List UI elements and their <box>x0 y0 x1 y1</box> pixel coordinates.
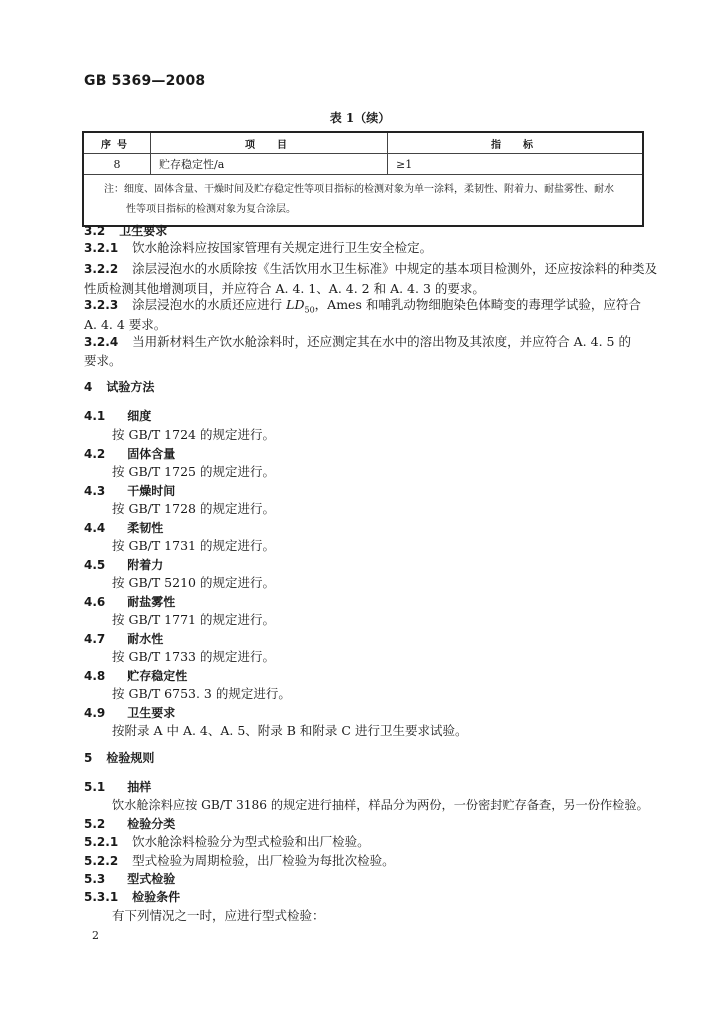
heading-title: 检验条件 <box>132 890 181 904</box>
clause-text: 当用新材料生产饮水舱涂料时，还应测定其在水中的溶出物及其浓度，并应符合 A. 4. 5 的 <box>132 334 631 349</box>
table-header-row <box>83 132 643 154</box>
clause-number: 3.2.1 <box>84 241 119 255</box>
heading-4-4 <box>84 519 649 537</box>
heading-title: 耐水性 <box>127 632 164 646</box>
clause-number: 3.2.2 <box>84 262 119 276</box>
heading-number: 5.3.1 <box>84 890 119 904</box>
col-header-value: 指 标 <box>388 132 644 154</box>
heading-title: 干燥时间 <box>127 484 176 498</box>
heading-title: 试验方法 <box>106 380 155 394</box>
clause-4-1-text: 按 GB/T 1724 的规定进行。 <box>112 427 275 442</box>
heading-title: 检验分类 <box>127 817 176 831</box>
clause-3-2-2-cont: 性质检测其他增测项目，并应符合 A. 4. 1、A. 4. 2 和 A. 4. 3 的要求。 <box>84 281 485 296</box>
clause-3-2-2 <box>84 260 658 278</box>
table-caption: 表 1（续） <box>329 111 391 125</box>
clause-5-2-1 <box>84 833 649 851</box>
heading-title: 附着力 <box>127 558 164 572</box>
clause-5-1-text: 饮水舱涂料应按 GB/T 3186 的规定进行抽样，样品分为两份，一份密封贮存备查，另一份作检验。 <box>112 798 649 812</box>
heading-4-2 <box>84 445 649 463</box>
clause-4-7-text: 按 GB/T 1733 的规定进行。 <box>112 649 275 664</box>
heading-number: 4.7 <box>84 632 106 646</box>
table-note-row <box>83 175 643 227</box>
clause-3-2-3-cont: A. 4. 4 要求。 <box>84 317 167 332</box>
heading-number: 5 <box>84 751 93 765</box>
clause-text: 型式检验为周期检验，出厂检验为每批次检验。 <box>132 853 395 868</box>
clause-text: 涂层浸泡水的水质除按《生活饮用水卫生标准》中规定的基本项目检测外，还应按涂料的种类及 <box>132 261 658 276</box>
heading-4-7 <box>84 630 649 648</box>
heading-4-9 <box>84 704 649 722</box>
heading-title: 耐盐雾性 <box>127 595 176 609</box>
table-note <box>83 175 643 227</box>
clause-3-2-1 <box>84 239 649 257</box>
clause-number: 3.2.3 <box>84 298 119 312</box>
clause-5-2-2 <box>84 852 649 870</box>
page-number: 2 <box>92 929 99 942</box>
clause-4-5-text: 按 GB/T 5210 的规定进行。 <box>112 575 275 590</box>
heading-4-8 <box>84 667 649 685</box>
heading-number: 5.2 <box>84 817 106 831</box>
heading-number: 4.2 <box>84 447 106 461</box>
clause-3-2-4 <box>84 333 649 351</box>
clause-number: 3.2.4 <box>84 335 119 349</box>
heading-5-3-1 <box>84 888 649 906</box>
heading-title: 柔韧性 <box>127 521 164 535</box>
heading-title: 型式检验 <box>127 872 176 886</box>
heading-3-2 <box>84 222 649 240</box>
row-value: ≥1 <box>388 154 644 175</box>
heading-title: 固体含量 <box>127 447 176 461</box>
clause-number: 5.2.1 <box>84 835 119 849</box>
heading-number: 4.8 <box>84 669 106 683</box>
heading-title: 检验规则 <box>106 751 155 765</box>
table-row <box>83 154 643 175</box>
heading-title: 细度 <box>127 409 152 423</box>
clause-number: 5.2.2 <box>84 854 119 868</box>
heading-number: 4.9 <box>84 706 106 720</box>
clause-text: 涂层浸泡水的水质还应进行 <box>132 297 287 312</box>
clause-4-9-text: 按附录 A 中 A. 4、A. 5、附录 B 和附录 C 进行卫生要求试验。 <box>112 723 468 738</box>
heading-4 <box>84 378 649 396</box>
note-line-1: 注：细度、固体含量、干燥时间及贮存稳定性等项目指标的检测对象为单一涂料，柔韧性、附着力、耐盐雾性、耐水 <box>104 184 614 195</box>
heading-number: 4.1 <box>84 409 106 423</box>
heading-5-2 <box>84 815 649 833</box>
clause-text: 饮水舱涂料检验分为型式检验和出厂检验。 <box>132 834 370 849</box>
clause-5-3-1-text: 有下列情况之一时，应进行型式检验： <box>112 908 325 923</box>
note-line-2: 性等项目指标的检测对象为复合涂层。 <box>126 204 296 215</box>
heading-title: 卫生要求 <box>127 706 176 720</box>
heading-4-1 <box>84 407 649 425</box>
ld-symbol: LD <box>286 297 305 312</box>
clause-4-3-text: 按 GB/T 1728 的规定进行。 <box>112 501 275 516</box>
heading-number: 3.2 <box>84 224 106 238</box>
clause-text: 饮水舱涂料应按国家管理有关规定进行卫生安全检定。 <box>132 240 433 255</box>
heading-5-3 <box>84 870 649 888</box>
clause-4-2-text: 按 GB/T 1725 的规定进行。 <box>112 464 275 479</box>
heading-number: 4.3 <box>84 484 106 498</box>
heading-4-6 <box>84 593 649 611</box>
clause-4-8-text: 按 GB/T 6753. 3 的规定进行。 <box>112 686 291 701</box>
heading-5-1 <box>84 778 649 796</box>
heading-number: 4.4 <box>84 521 106 535</box>
row-item: 贮存稳定性/a <box>151 154 388 175</box>
row-no: 8 <box>83 154 151 175</box>
heading-title: 贮存稳定性 <box>127 669 188 683</box>
heading-number: 4 <box>84 380 93 394</box>
heading-title: 抽样 <box>127 780 152 794</box>
standard-code: GB 5369—2008 <box>84 73 206 89</box>
spec-table <box>82 131 644 227</box>
heading-number: 4.6 <box>84 595 106 609</box>
ld-subscript: 50 <box>304 305 315 315</box>
heading-5 <box>84 749 649 767</box>
col-header-no: 序号 <box>83 132 151 154</box>
heading-number: 4.5 <box>84 558 106 572</box>
heading-4-5 <box>84 556 649 574</box>
heading-number: 5.1 <box>84 780 106 794</box>
clause-text: ，Ames 和哺乳动物细胞染色体畸变的毒理学试验，应符合 <box>314 297 641 312</box>
clause-4-6-text: 按 GB/T 1771 的规定进行。 <box>112 612 275 627</box>
clause-4-4-text: 按 GB/T 1731 的规定进行。 <box>112 538 275 553</box>
clause-3-2-4-cont: 要求。 <box>84 353 122 368</box>
col-header-item: 项 目 <box>151 132 388 154</box>
heading-title: 卫生要求 <box>119 224 168 238</box>
heading-4-3 <box>84 482 649 500</box>
heading-number: 5.3 <box>84 872 106 886</box>
